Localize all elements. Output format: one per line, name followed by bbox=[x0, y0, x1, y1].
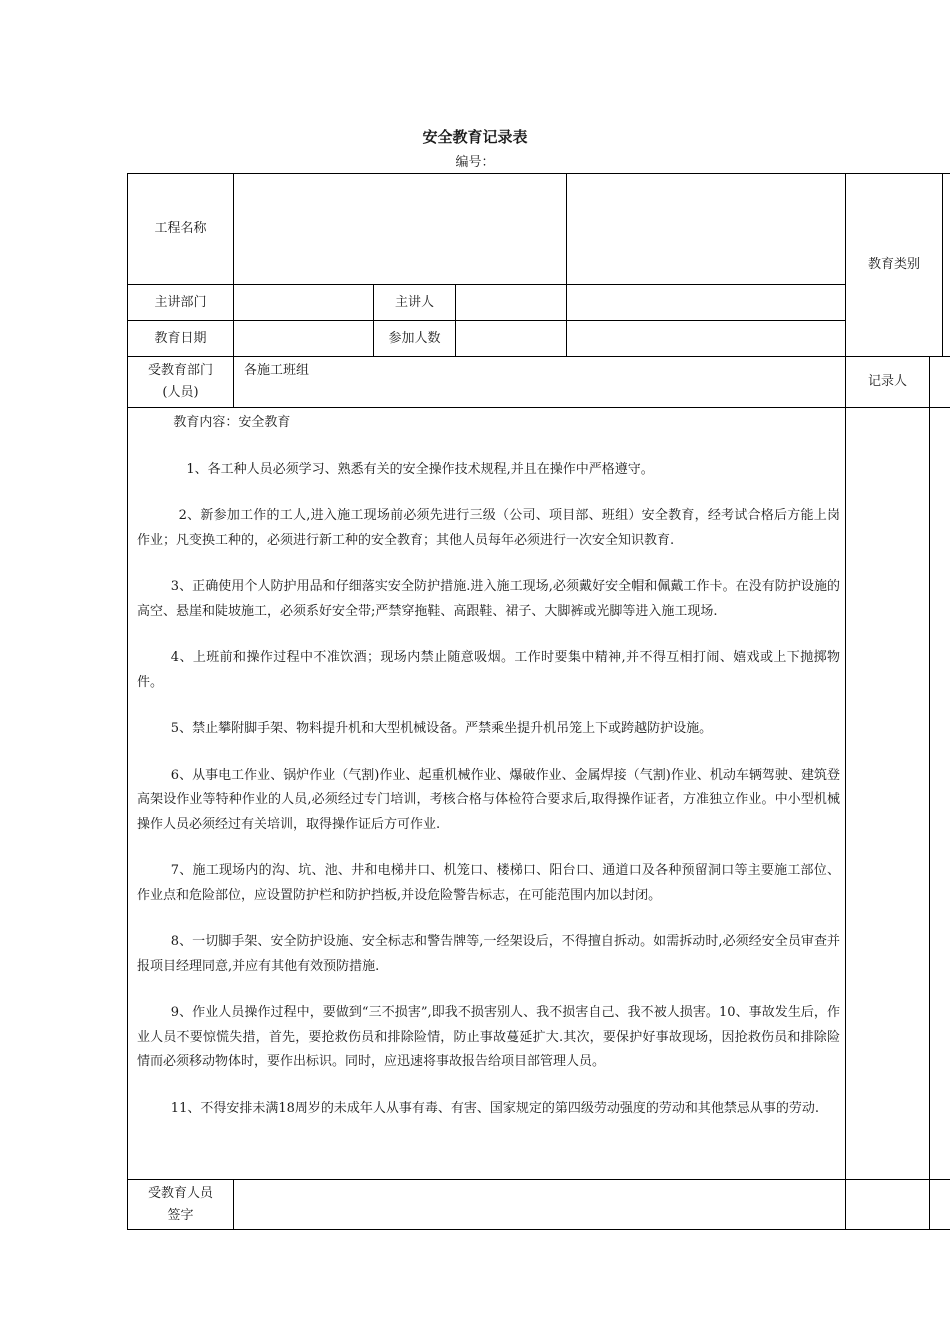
education-content bbox=[137, 411, 840, 1121]
content-item-3: 3、正确使用个人防护用品和仔细落实安全防护措施.进入施工现场,必须戴好安全帽和佩戴工作卡。在没有防护设施的高空、悬崖和陡坡施工，必须系好安全带;严禁穿拖鞋、高跟鞋、裙子、大脚裤或光脚等进入施工现场. bbox=[137, 579, 840, 619]
project-name-field-extra[interactable] bbox=[567, 174, 845, 284]
lecturer-label: 主讲人 bbox=[394, 294, 434, 310]
attendees-field[interactable] bbox=[456, 321, 566, 356]
educated-dept-label bbox=[128, 357, 233, 407]
signature-label-line2: 签字 bbox=[167, 1207, 194, 1223]
lecture-dept-field[interactable] bbox=[234, 285, 373, 320]
content-item-7: 7、施工现场内的沟、坑、池、井和电梯井口、机笼口、楼梯口、阳台口、通道口及各种预留洞口等主要施工部位、作业点和危险部位，应设置防护栏和防护挡板,并设危险警告标志，在可能范围内加以封闭。 bbox=[137, 863, 840, 903]
education-date-field[interactable] bbox=[234, 321, 373, 356]
attendees-label: 参加人数 bbox=[388, 330, 441, 346]
project-name-field[interactable] bbox=[234, 174, 566, 284]
content-item-5: 5、禁止攀附脚手架、物料提升机和大型机械设备。严禁乘坐提升机吊笼上下或跨越防护设施。 bbox=[170, 721, 713, 736]
educated-dept-value[interactable]: 各施工班组 bbox=[244, 363, 310, 378]
signature-label-line1: 受教育人员 bbox=[147, 1185, 213, 1201]
content-item-4: 4、上班前和操作过程中不准饮酒；现场内禁止随意吸烟。工作时要集中精神,并不得互相打闹、嬉戏或上下抛掷物件。 bbox=[137, 650, 840, 690]
educated-dept-label-line1: 受教育部门 bbox=[147, 363, 213, 378]
lecturer-field[interactable] bbox=[456, 285, 566, 320]
educated-dept-label-line2: (人员) bbox=[162, 385, 199, 400]
content-item-1: 1、各工种人员必须学习、熟悉有关的安全操作技术规程,并且在操作中严格遵守。 bbox=[186, 461, 654, 477]
education-type-label: 教育类别 bbox=[867, 257, 920, 272]
signature-field[interactable] bbox=[234, 1180, 845, 1229]
table-rule bbox=[127, 356, 950, 357]
content-item-9: 9、作业人员操作过程中，要做到“三不损害”,即我不损害别人、我不损害自己、我不被人损害。10、事故发生后，作业人员不要惊慌失措，首先，要抢救伤员和排除险情，防止事故蔓延扩大.其次，要保护好事故现场，因抢救伤员和排除险情而必须移动物体时，要作出标识。同时，应迅速将事故报告给项目部管理人员。 bbox=[137, 1005, 840, 1069]
lecture-dept-label: 主讲部门 bbox=[154, 294, 207, 310]
recorder-label: 记录人 bbox=[867, 374, 907, 389]
project-name-label: 工程名称 bbox=[154, 221, 207, 236]
content-item-6: 6、从事电工作业、锅炉作业（气割)作业、起重机械作业、爆破作业、金属焊接（气割)作业、机动车辆驾驶、建筑登高架设作业等特种作业的人员,必须经过专门培训，考核合格与体检符合要求后,取得操作证者，方准独立作业。中小型机械操作人员必须经过有关培训，取得操作证后方可作业. bbox=[137, 767, 840, 832]
content-heading: 教育内容：安全教育 bbox=[173, 415, 291, 430]
content-item-11: 11、不得安排未满18周岁的未成年人从事有毒、有害、国家规定的第四级劳动强度的劳动和其他禁忌从事的劳动. bbox=[170, 1100, 820, 1116]
content-item-2: 2、新参加工作的工人,进入施工现场前必须先进行三级（公司、项目部、班组）安全教育，经考试合格后方能上岗作业；凡变换工种的，必须进行新工种的安全教育；其他人员每年必须进行一次安全知识教育. bbox=[137, 508, 840, 548]
content-item-8: 8、一切脚手架、安全防护设施、安全标志和警告牌等,一经架设后，不得擅自拆动。如需拆动时,必须经安全员审查并报项目经理同意,并应有其他有效预防措施. bbox=[137, 934, 840, 974]
table-rule bbox=[127, 407, 950, 408]
table-rule bbox=[127, 1229, 950, 1230]
page-title: 安全教育记录表 bbox=[422, 128, 528, 146]
document-number-label: 编号： bbox=[455, 155, 495, 170]
table-rule bbox=[929, 356, 930, 1230]
education-date-label: 教育日期 bbox=[154, 330, 207, 346]
table-rule bbox=[942, 173, 943, 357]
signature-label bbox=[128, 1180, 233, 1229]
